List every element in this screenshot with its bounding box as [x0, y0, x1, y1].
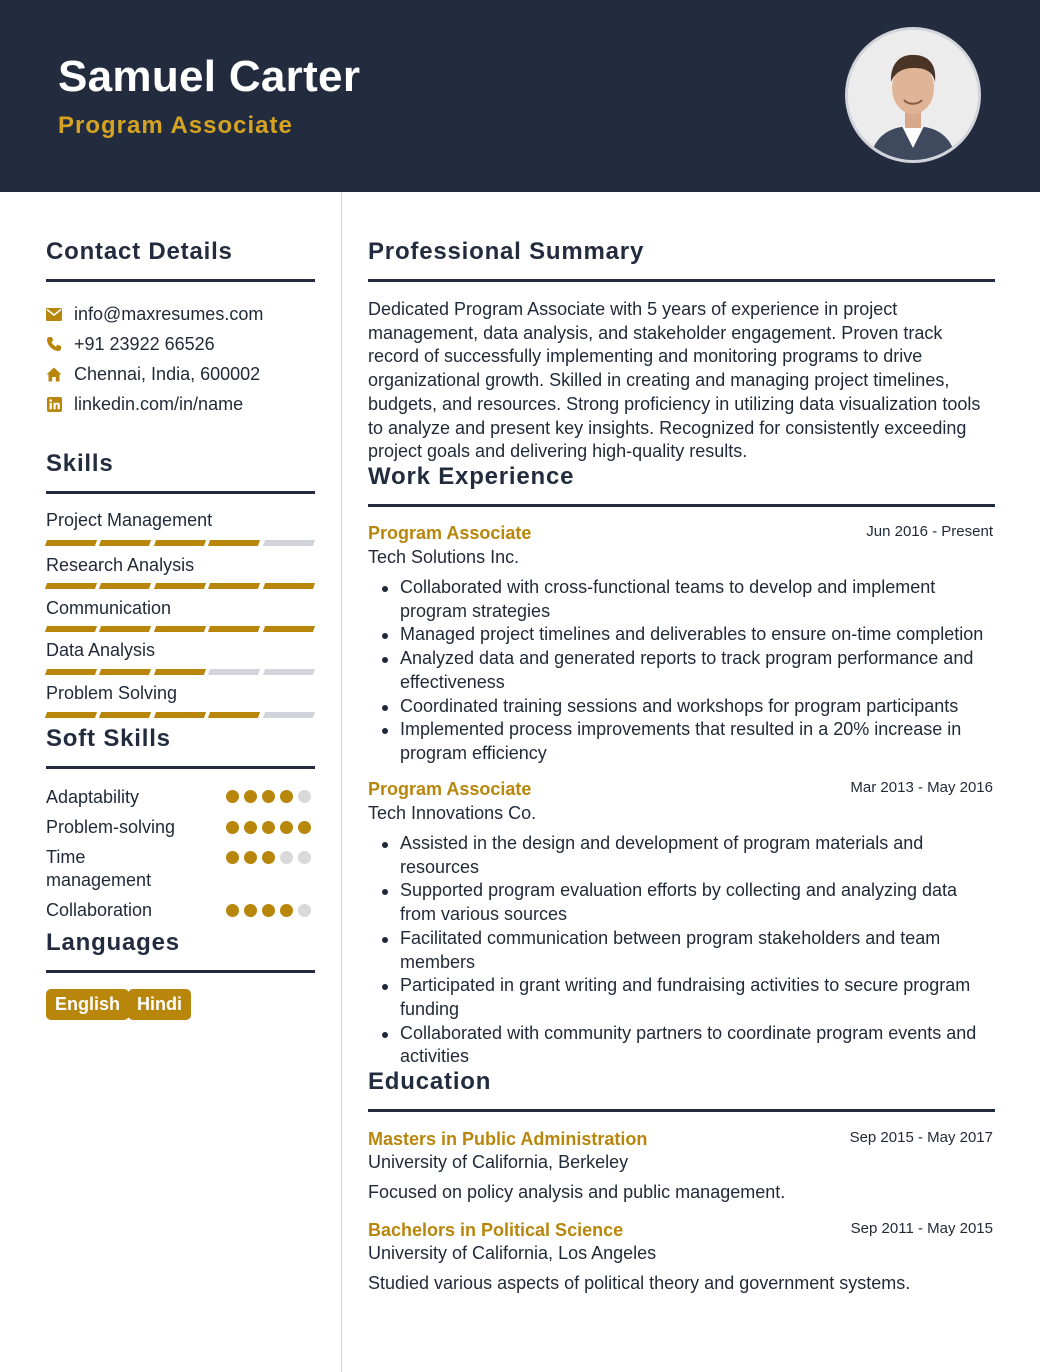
header-banner — [0, 0, 1040, 192]
skill-level-segment — [154, 583, 207, 589]
list-item: Managed project timelines and deliverables to ensure on-time completion — [368, 623, 998, 647]
list-item: Supported program evaluation efforts by collecting and analyzing data from various sources — [368, 879, 998, 926]
list-item: Implemented process improvements that resulted in a 20% increase in program efficiency — [368, 718, 998, 765]
job-dates: Jun 2016 - Present — [866, 523, 993, 540]
soft-skills-heading: Soft Skills — [46, 725, 171, 752]
skill-bar — [46, 626, 314, 632]
job-company: Tech Solutions Inc. — [368, 547, 520, 567]
soft-skill-rating — [226, 851, 311, 864]
skill-bar — [46, 583, 314, 589]
job-title: Program Associate — [368, 523, 532, 543]
rating-dot — [298, 851, 311, 864]
languages-heading: Languages — [46, 929, 180, 956]
rating-dot — [244, 904, 257, 917]
skill-level-segment — [208, 669, 261, 675]
language-chip-hindi: Hindi — [128, 989, 191, 1020]
contact-email[interactable] — [46, 303, 263, 325]
soft-skill-label: Problem-solving — [46, 817, 176, 837]
soft-skill-rating — [226, 904, 311, 917]
education-dates: Sep 2015 - May 2017 — [849, 1129, 993, 1146]
skill-bar — [46, 669, 314, 675]
contact-phone[interactable] — [46, 333, 215, 355]
skill-label: Communication — [46, 598, 172, 618]
skill-level-segment — [45, 626, 98, 632]
job-company: Tech Innovations Co. — [368, 803, 537, 823]
job-dates: Mar 2013 - May 2016 — [850, 779, 993, 796]
skill-level-segment — [99, 712, 152, 718]
person-portrait-icon — [848, 30, 978, 160]
rating-dot — [226, 821, 239, 834]
contact-phone-text: +91 23922 66526 — [74, 333, 215, 354]
job-bullet-list — [368, 832, 998, 1069]
list-item: Collaborated with community partners to coordinate program events and activities — [368, 1022, 998, 1069]
job-bullet-list — [368, 576, 998, 766]
rating-dot — [280, 851, 293, 864]
list-item: Participated in grant writing and fundraising activities to secure program funding — [368, 974, 998, 1021]
phone-icon — [46, 336, 62, 352]
rating-dot — [226, 851, 239, 864]
candidate-title: Program Associate — [58, 112, 293, 139]
skill-level-segment — [154, 712, 207, 718]
skill-level-segment — [45, 583, 98, 589]
contact-linkedin[interactable] — [46, 393, 243, 415]
rating-dot — [262, 851, 275, 864]
rating-dot — [226, 790, 239, 803]
contact-rule — [46, 279, 315, 282]
education-description: Studied various aspects of political theory and government systems. — [368, 1273, 911, 1293]
rating-dot — [298, 904, 311, 917]
rating-dot — [244, 851, 257, 864]
soft-skill-rating — [226, 790, 311, 803]
school-name: University of California, Berkeley — [368, 1152, 629, 1172]
experience-rule — [368, 504, 995, 507]
envelope-icon — [46, 306, 62, 322]
summary-text: Dedicated Program Associate with 5 years of experience in project management, data analysis, and stakeholder engagement. Proven track record of successfully implementing and monitoring programs to drive organizational growth. Skilled in creating and managing project timelines, budgets, and resources. Strong proficiency in utilizing data visualization tools to analyze and present key insights. Recognized for consistently exceeding project goals and delivering high-quality results. — [368, 299, 981, 462]
list-item: Assisted in the design and development of program materials and resources — [368, 832, 998, 879]
skill-level-segment — [263, 669, 316, 675]
skill-label: Research Analysis — [46, 555, 195, 575]
skill-level-segment — [263, 626, 316, 632]
education-dates: Sep 2011 - May 2015 — [850, 1220, 993, 1237]
list-item: Facilitated communication between program stakeholders and team members — [368, 927, 998, 974]
soft-skill-label: Time management — [46, 847, 152, 890]
skill-level-segment — [208, 540, 261, 546]
rating-dot — [262, 821, 275, 834]
soft-skill-label: Collaboration — [46, 900, 153, 920]
skill-level-segment — [263, 712, 316, 718]
rating-dot — [262, 904, 275, 917]
contact-address — [46, 363, 260, 385]
education-description: Focused on policy analysis and public management. — [368, 1182, 786, 1202]
profile-photo — [845, 27, 981, 163]
skills-rule — [46, 491, 315, 494]
skill-level-segment — [45, 669, 98, 675]
rating-dot — [244, 821, 257, 834]
soft-skill-rating — [226, 821, 311, 834]
experience-heading: Work Experience — [368, 463, 575, 490]
languages-rule — [46, 970, 315, 973]
list-item: Coordinated training sessions and workshops for program participants — [368, 695, 998, 719]
rating-dot — [280, 904, 293, 917]
column-divider — [341, 192, 342, 1372]
skill-level-segment — [263, 540, 316, 546]
soft-skill-label: Adaptability — [46, 787, 140, 807]
skill-level-segment — [154, 669, 207, 675]
education-heading: Education — [368, 1068, 492, 1095]
summary-rule — [368, 279, 995, 282]
contact-email-text: info@maxresumes.com — [74, 303, 264, 324]
education-rule — [368, 1109, 995, 1112]
rating-dot — [280, 790, 293, 803]
list-item: Collaborated with cross-functional teams to develop and implement program strategies — [368, 576, 998, 623]
skill-level-segment — [99, 540, 152, 546]
skill-level-segment — [154, 540, 207, 546]
skill-level-segment — [45, 540, 98, 546]
skill-bar — [46, 540, 314, 546]
contact-heading: Contact Details — [46, 238, 233, 265]
rating-dot — [298, 790, 311, 803]
job-title: Program Associate — [368, 779, 532, 799]
soft-skills-rule — [46, 766, 315, 769]
skill-level-segment — [208, 583, 261, 589]
skill-level-segment — [99, 669, 152, 675]
language-chip-english: English — [46, 989, 129, 1020]
skill-level-segment — [45, 712, 98, 718]
candidate-name: Samuel Carter — [58, 52, 361, 101]
summary-heading: Professional Summary — [368, 238, 645, 265]
degree-title: Bachelors in Political Science — [368, 1220, 624, 1240]
skills-heading: Skills — [46, 450, 114, 477]
skill-bar — [46, 712, 314, 718]
rating-dot — [262, 790, 275, 803]
skill-level-segment — [208, 712, 261, 718]
rating-dot — [280, 821, 293, 834]
skill-label: Project Management — [46, 510, 213, 530]
skill-level-segment — [263, 583, 316, 589]
skill-level-segment — [208, 626, 261, 632]
school-name: University of California, Los Angeles — [368, 1243, 657, 1263]
home-icon — [46, 366, 62, 382]
contact-address-text: Chennai, India, 600002 — [74, 363, 261, 384]
contact-linkedin-text: linkedin.com/in/name — [74, 393, 244, 414]
skill-label: Problem Solving — [46, 683, 178, 703]
degree-title: Masters in Public Administration — [368, 1129, 648, 1149]
skill-level-segment — [154, 626, 207, 632]
rating-dot — [244, 790, 257, 803]
skill-level-segment — [99, 583, 152, 589]
rating-dot — [226, 904, 239, 917]
rating-dot — [298, 821, 311, 834]
skill-level-segment — [99, 626, 152, 632]
list-item: Analyzed data and generated reports to track program performance and effectiveness — [368, 647, 998, 694]
linkedin-icon — [46, 396, 62, 412]
skill-label: Data Analysis — [46, 640, 156, 660]
